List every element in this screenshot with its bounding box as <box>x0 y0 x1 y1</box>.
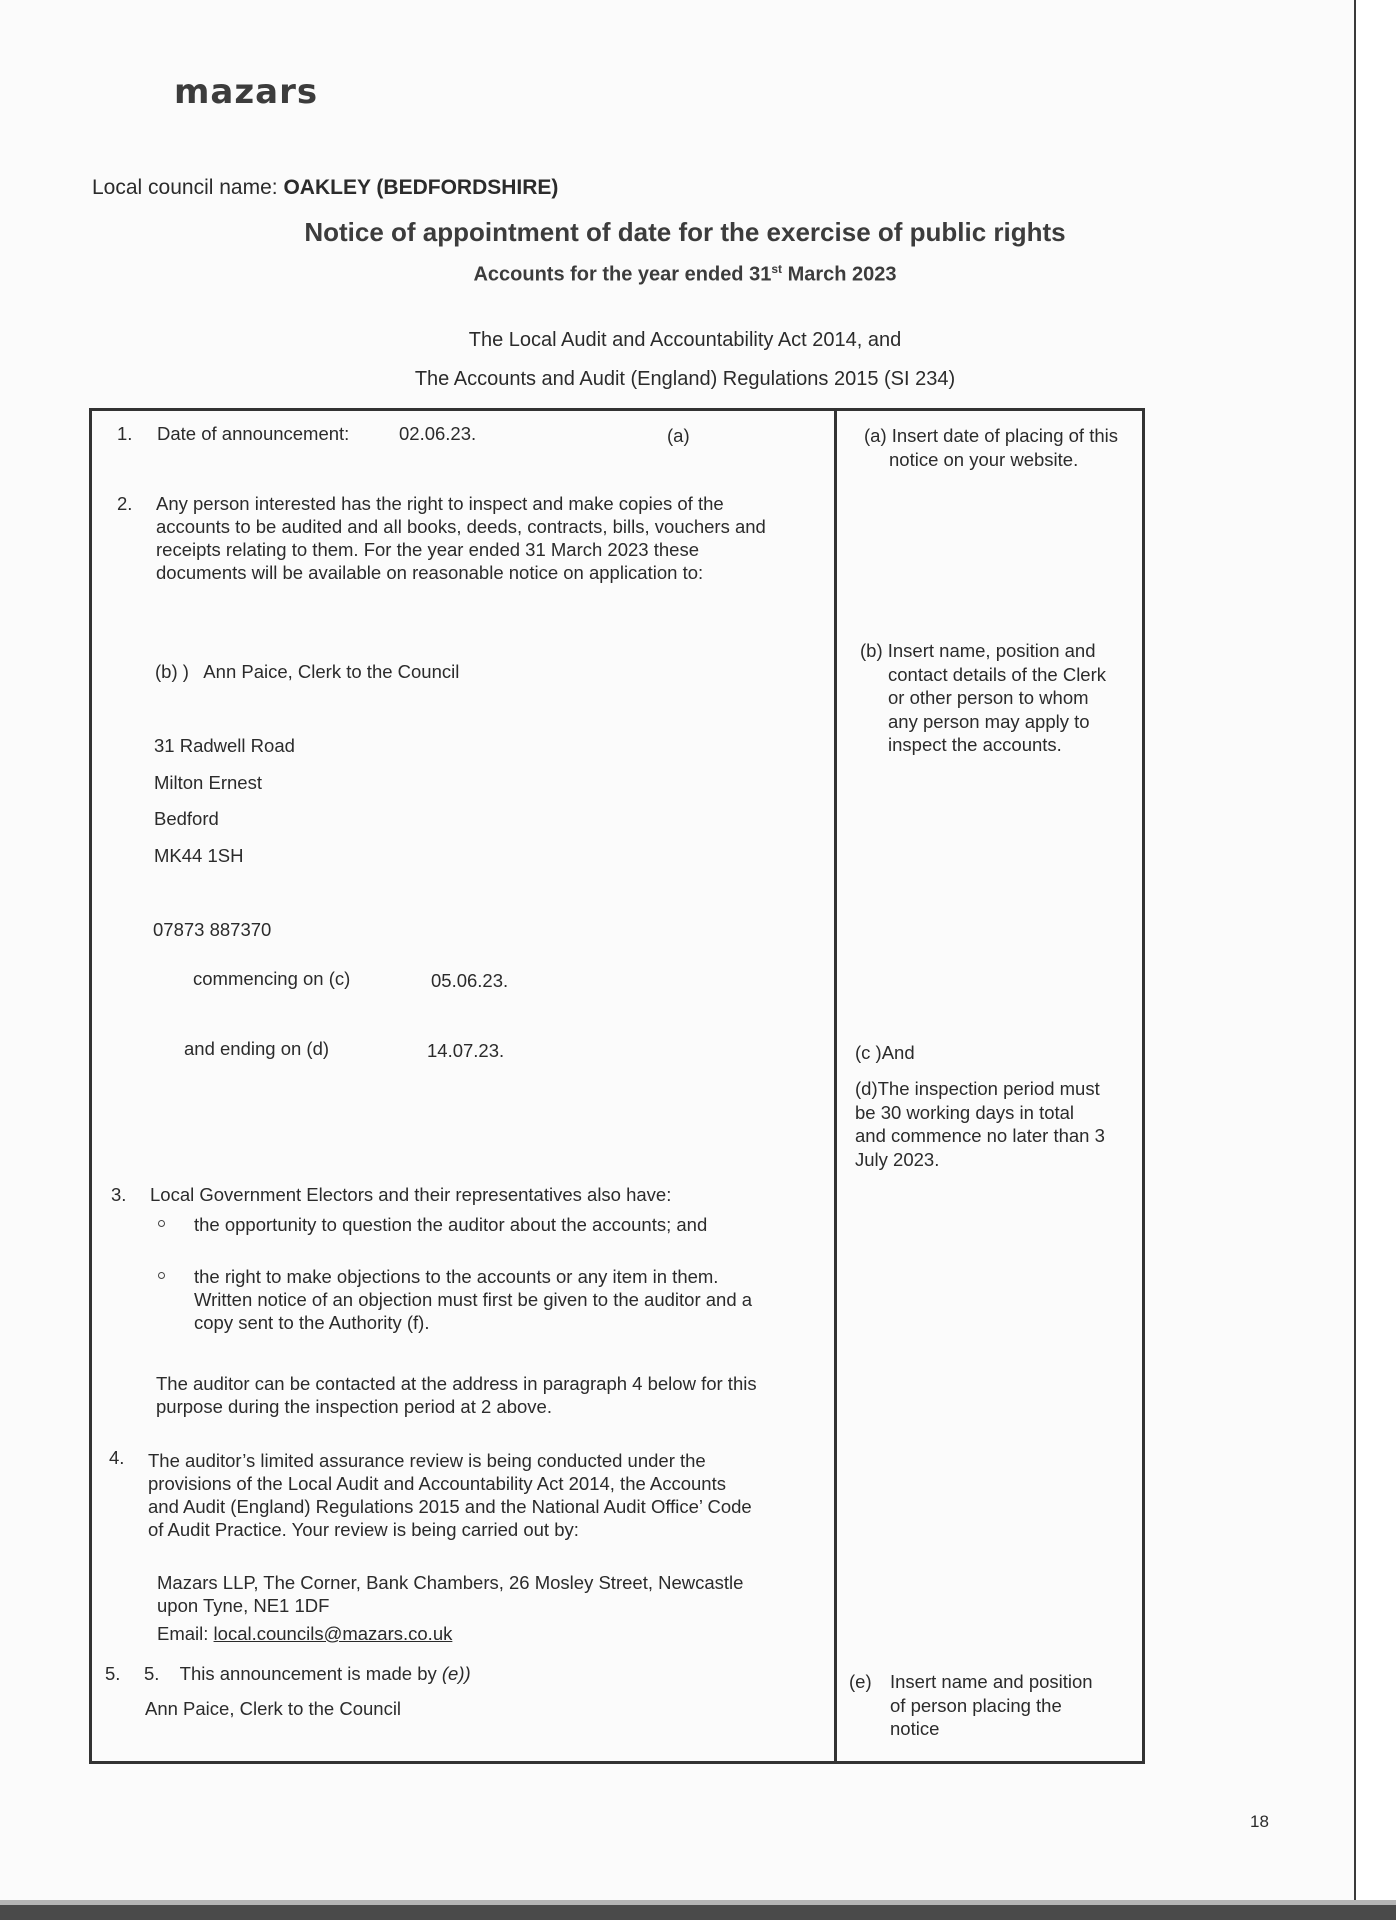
item1-number: 1. <box>117 423 133 444</box>
item5-signatory: Ann Paice, Clerk to the Council <box>145 1698 402 1719</box>
side-note-d-line-4: July 2023. <box>855 1149 940 1170</box>
page-title: Notice of appointment of date for the exercise of public rights <box>304 217 1066 247</box>
scan-edge <box>1354 0 1396 1920</box>
item3-bullet-1: the opportunity to question the auditor about the accounts; and <box>194 1214 708 1235</box>
address-line-2: Milton Ernest <box>154 772 262 793</box>
item4-line-4: of Audit Practice. Your review is being carried out by: <box>148 1519 579 1540</box>
auditor-email-link[interactable]: local.councils@mazars.co.uk <box>213 1623 453 1644</box>
side-note-a-line-1: (a) Insert date of placing of this <box>864 425 1118 446</box>
side-note-e-line-1: Insert name and position <box>890 1671 1093 1692</box>
item1-date: 02.06.23. <box>399 423 477 444</box>
auditor-contact-line-1: The auditor can be contacted at the address in paragraph 4 below for this <box>156 1373 757 1394</box>
auditor-email-line <box>157 1622 452 1645</box>
side-note-b-line-2: contact details of the Clerk <box>888 664 1106 685</box>
item3-bullet-2-line-3: copy sent to the Authority (f). <box>194 1312 430 1333</box>
ending-date: 14.07.23. <box>427 1040 505 1061</box>
side-note-c: (c )And <box>855 1042 915 1063</box>
side-note-d-line-3: and commence no later than 3 <box>855 1125 1105 1146</box>
act-line-2: The Accounts and Audit (England) Regulations 2015 (SI 234) <box>414 368 956 390</box>
side-note-b-line-5: inspect the accounts. <box>888 734 1062 755</box>
contact-phone: 07873 887370 <box>153 919 272 940</box>
subtitle-sup: st <box>771 262 783 276</box>
subtitle-post: March 2023 <box>782 263 897 286</box>
council-name-line <box>92 176 558 200</box>
item3-bullet-2-line-1: the right to make objections to the accounts or any item in them. <box>194 1266 719 1287</box>
item1-label: Date of announcement: <box>157 423 350 444</box>
item2-line-3: receipts relating to them. For the year ended 31 March 2023 these <box>156 539 699 560</box>
item3-intro: Local Government Electors and their representatives also have: <box>150 1184 672 1205</box>
auditor-address-line-1: Mazars LLP, The Corner, Bank Chambers, 26 Mosley Street, Newcastle <box>157 1572 744 1593</box>
commencing-label: commencing on (c) <box>193 968 351 989</box>
item4-number: 4. <box>109 1447 125 1468</box>
mazars-logo: mazars <box>174 72 319 112</box>
address-line-1: 31 Radwell Road <box>154 735 295 756</box>
auditor-contact-line-2: purpose during the inspection period at 2 above. <box>156 1396 552 1417</box>
scan-edge-line <box>1354 0 1356 1920</box>
item4-line-1: The auditor’s limited assurance review is being conducted under the <box>148 1450 706 1471</box>
address-line-3: Bedford <box>154 808 219 829</box>
item4-line-3: and Audit (England) Regulations 2015 and the National Audit Office’ Code <box>148 1496 752 1517</box>
contact-name: (b) ) Ann Paice, Clerk to the Council <box>155 661 460 682</box>
item4-line-2: provisions of the Local Audit and Accountability Act 2014, the Accounts <box>148 1473 726 1494</box>
item5-text-main: 5. This announcement is made by <box>144 1663 442 1684</box>
side-note-d-line-2: be 30 working days in total <box>855 1102 1075 1123</box>
page-subtitle <box>0 262 1370 287</box>
item2-number: 2. <box>117 493 133 514</box>
item2-line-4: documents will be available on reasonable notice on application to: <box>156 562 704 583</box>
ending-label: and ending on (d) <box>184 1038 330 1059</box>
item5-text <box>144 1662 471 1685</box>
subtitle-pre: Accounts for the year ended 31 <box>473 263 772 286</box>
side-note-b-line-4: any person may apply to <box>888 711 1090 732</box>
address-line-4: MK44 1SH <box>154 845 244 866</box>
commencing-date: 05.06.23. <box>431 970 509 991</box>
side-note-b-line-3: or other person to whom <box>888 687 1089 708</box>
side-note-e-line-3: notice <box>890 1718 940 1739</box>
item5-number: 5. <box>105 1663 121 1684</box>
council-name: OAKLEY (BEDFORDSHIRE) <box>283 176 559 199</box>
side-note-e-line-2: of person placing the <box>890 1695 1062 1716</box>
item2-line-1: Any person interested has the right to inspect and make copies of the <box>156 493 724 514</box>
auditor-address-line-2: upon Tyne, NE1 1DF <box>157 1595 330 1616</box>
bullet-icon <box>158 1272 165 1279</box>
council-label: Local council name: <box>92 176 278 199</box>
item2-line-2: accounts to be audited and all books, deeds, contracts, bills, vouchers and <box>156 516 766 537</box>
scan-bottom-edge <box>0 1905 1396 1920</box>
item1-marker: (a) <box>667 425 690 446</box>
item3-bullet-2-line-2: Written notice of an objection must first be given to the auditor and a <box>194 1289 753 1310</box>
side-note-a-line-2: notice on your website. <box>889 449 1079 470</box>
notice-table-divider <box>834 408 837 1764</box>
page-number: 18 <box>1250 1812 1269 1831</box>
item5-text-marker: (e)) <box>441 1663 471 1684</box>
act-line-1: The Local Audit and Accountability Act 2014, and <box>468 329 902 351</box>
item3-number: 3. <box>111 1184 127 1205</box>
side-note-e-marker: (e) <box>849 1671 872 1692</box>
side-note-b-line-1: (b) Insert name, position and <box>860 640 1096 661</box>
side-note-d-line-1: (d)The inspection period must <box>855 1078 1100 1099</box>
bullet-icon <box>158 1220 165 1227</box>
email-label: Email: <box>157 1623 214 1644</box>
